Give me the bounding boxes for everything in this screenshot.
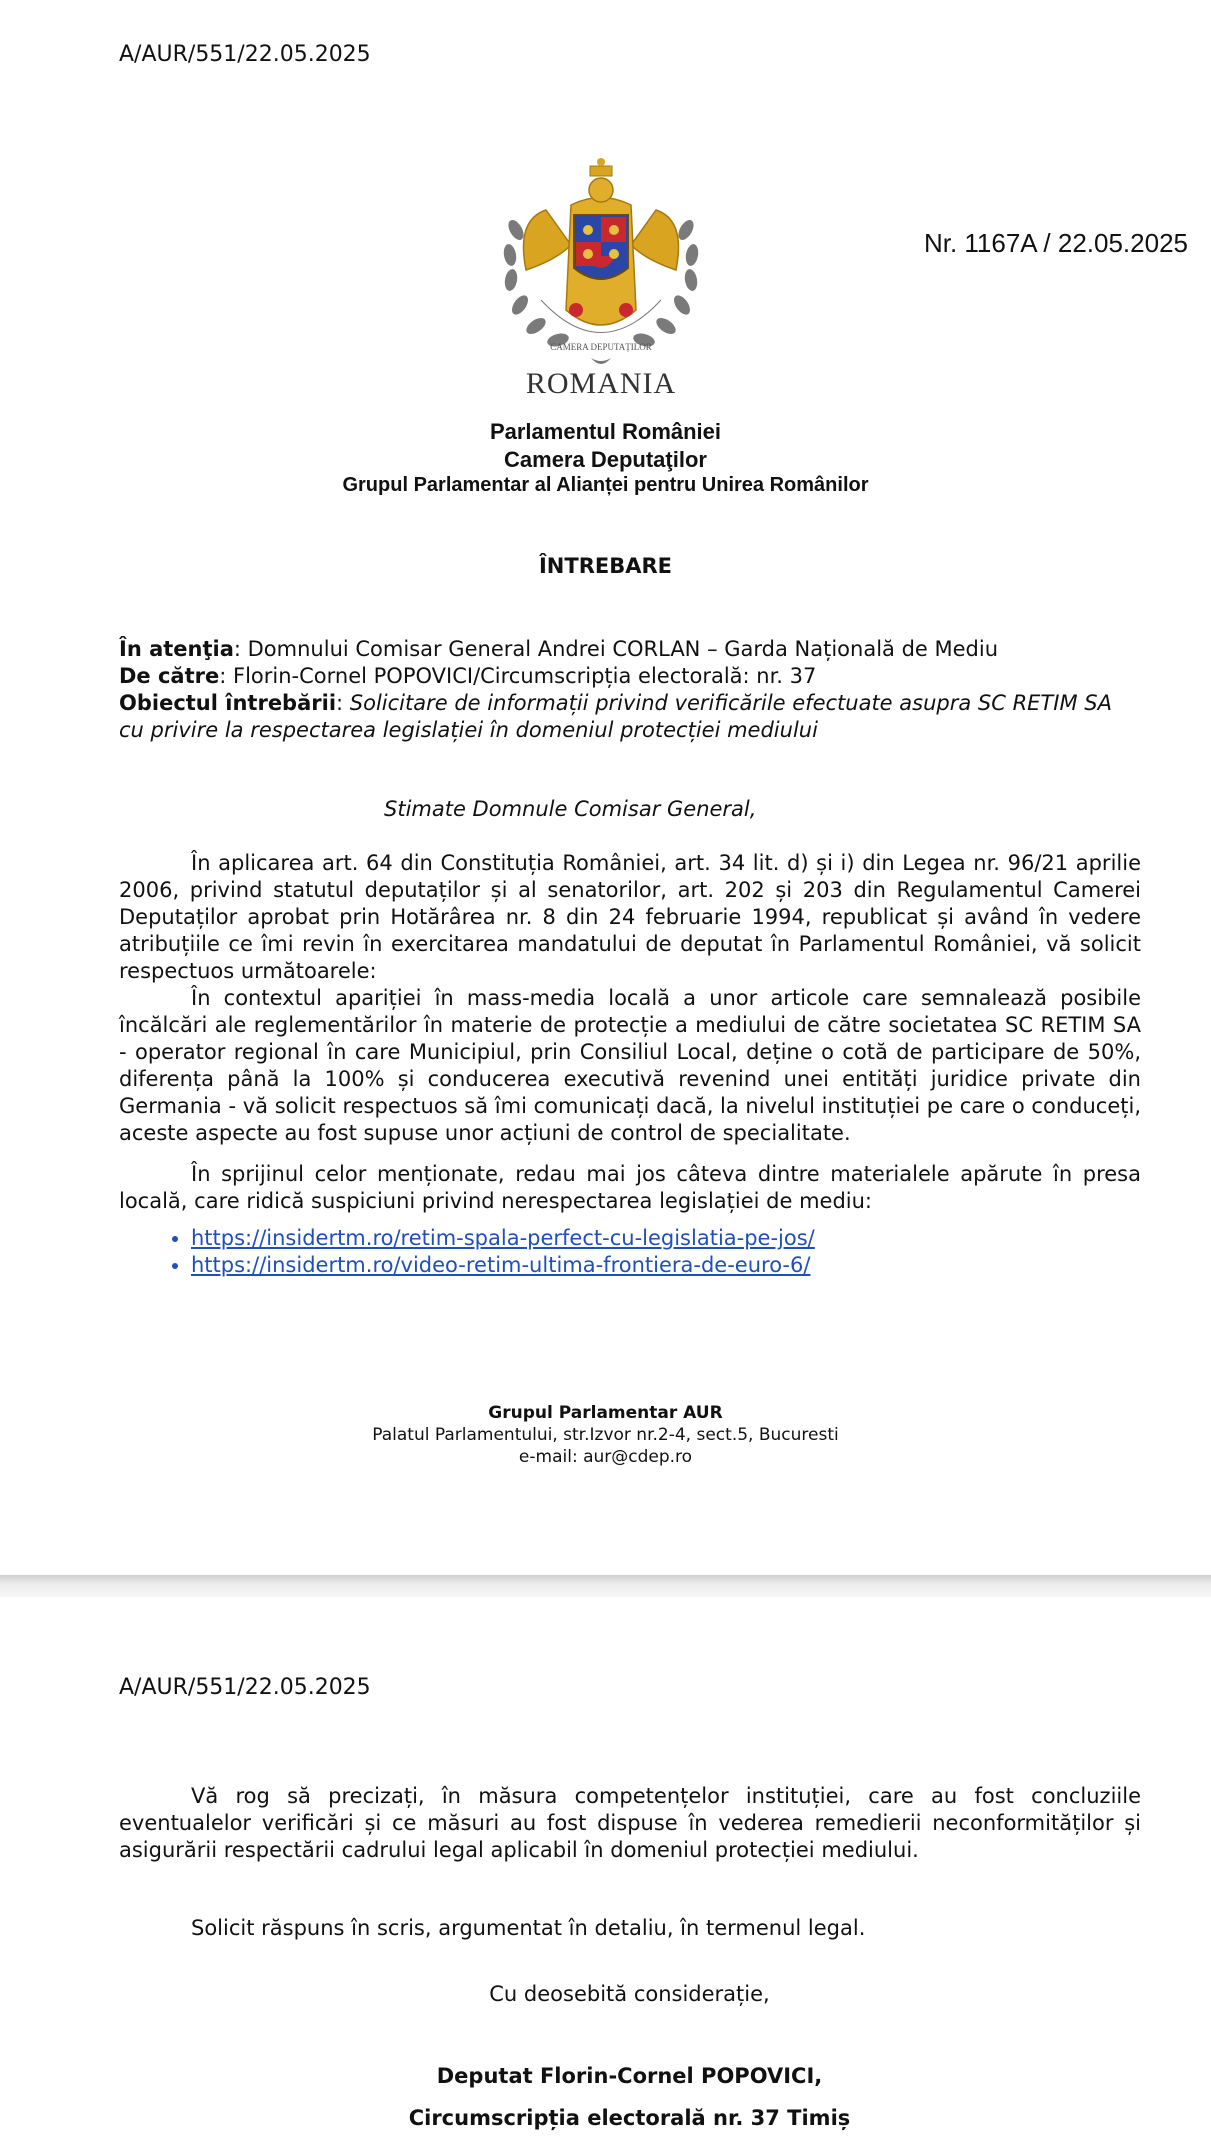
paragraph-context: În contextul apariției în mass-media locală a unor articole care semnalează posibile încălcări ale reglementărilor în materie de protecție a mediului de către societatea SC RETIM SA - operator regional în care Municipiul, prin Consiliul Local, deține o cotă de participare de 50%, diferența până la 100% și conducerea executivă revenind unei entități juridice private din Germania - vă solicit respectuos să îmi comunicați dacă, la nivelul instituției pe care o conduceți, aceste aspecte au fost supuse unor acțiuni de control de specialitate. [119, 986, 1141, 1145]
country-name: ROMANIA [525, 367, 677, 400]
salutation: Stimate Domnule Comisar General, [384, 797, 757, 821]
attention-value: : Domnului Comisar General Andrei CORLAN – Garda Națională de Mediu [233, 637, 999, 661]
attention-line [119, 636, 1141, 663]
footer-email: e-mail: aur@cdep.ro [518, 1447, 693, 1467]
paragraph-press-intro: În sprijinul celor menționate, redau mai jos câteva dintre materialele apărute în presa locală, care ridică suspiciuni privind nerespectarea legislației de mediu: [119, 1162, 1141, 1213]
footer-group: Grupul Parlamentar AUR [488, 1403, 723, 1423]
page-separator [0, 1575, 1211, 1597]
attention-label: În atenţia [119, 637, 234, 661]
document-title: ÎNTREBARE [538, 554, 672, 578]
header-parliament: Parlamentul României [489, 419, 722, 444]
paragraph-written-answer: Solicit răspuns în scris, argumentat în detaliu, în termenul legal. [191, 1916, 866, 1940]
seal-text: CAMERA DEPUTAȚILOR [550, 342, 652, 352]
press-link-1[interactable]: https://insidertm.ro/retim-spala-perfect-cu-legislatia-pe-jos/ [191, 1226, 815, 1250]
registration-number: Nr. 1167A / 22.05.2025 [923, 228, 1188, 258]
object-text: Solicitare de informații privind verificările efectuate asupra SC RETIM SA cu privire la respectarea legislației în domeniul protecției mediului [119, 691, 1112, 742]
from-line [119, 663, 1141, 690]
header-group: Grupul Parlamentar al Alianței pentru Unirea Românilor [342, 474, 869, 496]
from-label: De către [119, 664, 220, 688]
press-links-list [119, 1225, 1141, 1279]
paragraph-legal-basis: În aplicarea art. 64 din Constituția României, art. 34 lit. d) și i) din Legea nr. 96/21 aprilie 2006, privind statutul deputaților și al senatorilor, art. 202 și 203 din Regulamentul Camerei Deputaților aprobat prin Hotărârea nr. 8 din 24 februarie 1994, republicat și având în vedere atribuțiile ce îmi revin în exercitarea mandatului de deputat în Parlamentul României, vă solicit respectuos următoarele: [119, 851, 1141, 983]
list-item [191, 1225, 1141, 1252]
list-item [191, 1252, 1141, 1279]
addressing-block [119, 636, 1141, 744]
object-separator: : [336, 691, 350, 715]
from-value: : Florin-Cornel POPOVICI/Circumscripția electorală: nr. 37 [219, 664, 817, 688]
signature-constituency: Circumscripția electorală nr. 37 Timiș [408, 2106, 851, 2130]
footer-address: Palatul Parlamentului, str.Izvor nr.2-4, sect.5, Bucuresti [372, 1425, 839, 1445]
document-reference: A/AUR/551/22.05.2025 [119, 42, 371, 67]
signature-name: Deputat Florin-Cornel POPOVICI, [436, 2064, 823, 2088]
closing-formula: Cu deosebită considerație, [489, 1982, 770, 2006]
romania-coat-of-arms-logo [486, 150, 716, 400]
press-link-2[interactable]: https://insidertm.ro/video-retim-ultima-frontiera-de-euro-6/ [191, 1253, 811, 1277]
paragraph-conclusions-request: Vă rog să precizați, în măsura competențelor instituției, care au fost concluziile eventualelor verificări și ce măsuri au fost dispuse în vederea remedierii neconformităților și asigurării respectării cadrului legal aplicabil în domeniul protecției mediului. [119, 1784, 1141, 1862]
document-reference-page2: A/AUR/551/22.05.2025 [119, 1675, 371, 1700]
header-chamber: Camera Deputaţilor [504, 447, 707, 472]
object-label: Obiectul întrebării [119, 691, 337, 715]
object-line [119, 690, 1141, 744]
